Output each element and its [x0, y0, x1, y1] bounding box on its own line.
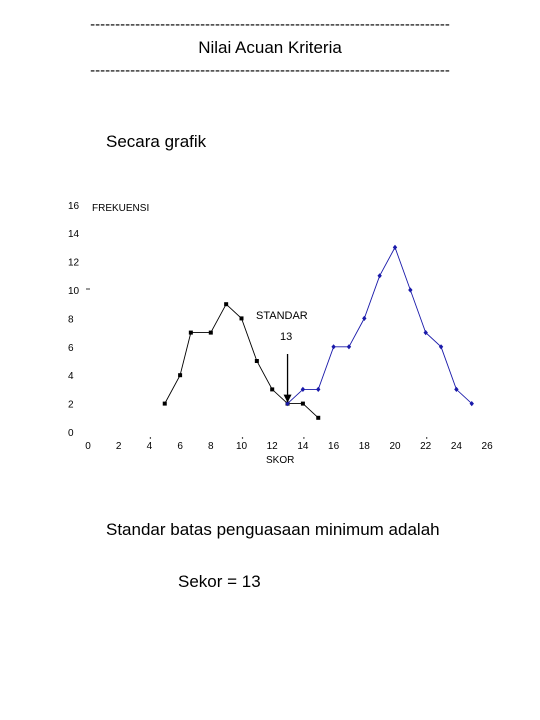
x-tick-dot: [242, 437, 243, 438]
y-tick-label: 10: [68, 286, 80, 297]
data-point: [240, 316, 244, 320]
data-point: [301, 402, 305, 406]
data-point: [255, 359, 259, 363]
x-tick-label: 0: [85, 441, 91, 452]
y-tick-label: 14: [68, 229, 80, 241]
x-tick-label: 10: [235, 441, 248, 452]
y-tick-label: 4: [68, 371, 74, 383]
y-tick-label: 12: [68, 257, 80, 269]
x-tick-label: 18: [358, 441, 370, 452]
data-point: [393, 245, 397, 250]
y-tick-label: 0: [68, 428, 74, 439]
header-rule-bottom: ------------------------------------------------------------------------: [90, 62, 450, 79]
data-point: [189, 331, 193, 335]
y-tick-label: 8: [68, 314, 74, 326]
x-tick-dot: [303, 437, 304, 438]
frequency-chart: [0, 190, 540, 480]
data-point: [209, 331, 213, 335]
data-point: [362, 316, 366, 321]
x-tick-dot: [150, 437, 151, 438]
data-point: [163, 402, 167, 406]
x-tick-label: 14: [297, 441, 309, 452]
y-tick-label: 6: [68, 342, 74, 354]
series-line: [288, 247, 472, 403]
data-point: [316, 387, 320, 392]
data-point: [224, 302, 228, 306]
result-text: Sekor = 13: [178, 572, 261, 591]
y-tick-label: 16: [68, 200, 80, 212]
data-point: [178, 373, 182, 377]
data-point: [347, 344, 351, 349]
x-tick-label: 8: [208, 441, 214, 452]
x-tick-label: 2: [115, 441, 122, 452]
page-title: Nilai Acuan Kriteria: [198, 38, 342, 57]
y-tick-label: 2: [68, 399, 74, 411]
chart-series: [163, 245, 474, 420]
data-point: [316, 416, 320, 420]
annotation-value: 13: [280, 331, 293, 343]
annotation-label: STANDAR: [256, 310, 308, 322]
x-tick-label: 24: [450, 441, 462, 452]
data-point: [377, 273, 381, 278]
section-label: Secara grafik: [106, 132, 207, 151]
x-tick-label: 26: [481, 441, 493, 452]
x-tick-label: 12: [266, 441, 278, 452]
data-point: [331, 344, 335, 349]
chart-axes: [68, 201, 493, 452]
conclusion-text: Standar batas penguasaan minimum adalah: [106, 520, 440, 539]
data-point: [270, 387, 274, 391]
x-tick-label: 20: [389, 441, 401, 452]
x-tick-label: 22: [420, 441, 432, 452]
x-axis-label: SKOR: [266, 455, 295, 466]
header-rule-top: ------------------------------------------------------------------------: [90, 16, 450, 33]
x-tick-dot: [426, 437, 427, 438]
x-tick-label: 16: [328, 441, 340, 452]
x-tick-label: 6: [177, 441, 183, 452]
x-tick-label: 4: [146, 441, 153, 452]
chart-annotation: [256, 310, 308, 403]
y-axis-label: FREKUENSI: [92, 203, 150, 214]
data-point: [408, 287, 412, 292]
